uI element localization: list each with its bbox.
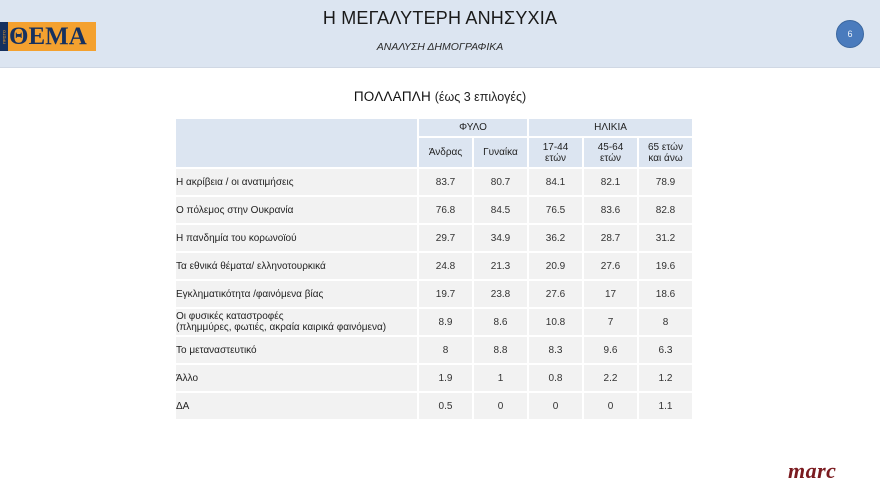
page-number-badge: 6 bbox=[836, 20, 864, 48]
value-cell: 21.3 bbox=[474, 253, 527, 279]
results-table bbox=[174, 117, 694, 421]
column-header-female: Γυναίκα bbox=[474, 138, 527, 167]
table-row bbox=[176, 309, 692, 335]
value-cell: 84.5 bbox=[474, 197, 527, 223]
value-cell: 8.9 bbox=[419, 309, 472, 335]
value-cell: 0 bbox=[584, 393, 637, 419]
column-header-age-45-64: 45-64 ετών bbox=[584, 138, 637, 167]
value-cell: 83.6 bbox=[584, 197, 637, 223]
row-label: Οι φυσικές καταστροφές (πλημμύρες, φωτιές, ακραία καιρικά φαινόμενα) bbox=[176, 309, 417, 335]
column-header-age-17-44: 17-44 ετών bbox=[529, 138, 582, 167]
value-cell: 82.1 bbox=[584, 169, 637, 195]
value-cell: 2.2 bbox=[584, 365, 637, 391]
value-cell: 0 bbox=[474, 393, 527, 419]
value-cell: 82.8 bbox=[639, 197, 692, 223]
value-cell: 8 bbox=[419, 337, 472, 363]
value-cell: 27.6 bbox=[584, 253, 637, 279]
value-cell: 0.8 bbox=[529, 365, 582, 391]
section-title-note: (έως 3 επιλογές) bbox=[434, 90, 527, 104]
value-cell: 10.8 bbox=[529, 309, 582, 335]
slide-subtitle: ΑΝΑΛΥΣΗ ΔΗΜΟΓΡΑΦΙΚΑ bbox=[376, 41, 504, 53]
value-cell: 0 bbox=[529, 393, 582, 419]
value-cell: 1.9 bbox=[419, 365, 472, 391]
column-header-age-65plus: 65 ετών και άνω bbox=[639, 138, 692, 167]
row-label: Άλλο bbox=[176, 365, 417, 391]
value-cell: 76.5 bbox=[529, 197, 582, 223]
value-cell: 36.2 bbox=[529, 225, 582, 251]
table-row bbox=[176, 337, 692, 363]
section-title bbox=[0, 89, 880, 104]
value-cell: 20.9 bbox=[529, 253, 582, 279]
value-cell: 19.6 bbox=[639, 253, 692, 279]
value-cell: 83.7 bbox=[419, 169, 472, 195]
value-cell: 78.9 bbox=[639, 169, 692, 195]
column-header-male: Άνδρας bbox=[419, 138, 472, 167]
value-cell: 0.5 bbox=[419, 393, 472, 419]
value-cell: 18.6 bbox=[639, 281, 692, 307]
value-cell: 17 bbox=[584, 281, 637, 307]
header-group-age: ΗΛΙΚΙΑ bbox=[529, 119, 692, 136]
row-label: Εγκληματικότητα /φαινόμενα βίας bbox=[176, 281, 417, 307]
value-cell: 80.7 bbox=[474, 169, 527, 195]
header-group-gender: ΦΥΛΟ bbox=[419, 119, 527, 136]
row-label: Το μεταναστευτικό bbox=[176, 337, 417, 363]
value-cell: 9.6 bbox=[584, 337, 637, 363]
row-label: Τα εθνικά θέματα/ ελληνοτουρκικά bbox=[176, 253, 417, 279]
logo-text: ΘΕΜΑ bbox=[9, 23, 87, 50]
value-cell: 29.7 bbox=[419, 225, 472, 251]
value-cell: 8.6 bbox=[474, 309, 527, 335]
value-cell: 24.8 bbox=[419, 253, 472, 279]
value-cell: 23.8 bbox=[474, 281, 527, 307]
value-cell: 84.1 bbox=[529, 169, 582, 195]
table-row bbox=[176, 225, 692, 251]
value-cell: 8.8 bbox=[474, 337, 527, 363]
table-row bbox=[176, 365, 692, 391]
value-cell: 1.2 bbox=[639, 365, 692, 391]
marc-logo: marc bbox=[788, 458, 837, 483]
table-row bbox=[176, 169, 692, 195]
row-label: Ο πόλεμος στην Ουκρανία bbox=[176, 197, 417, 223]
value-cell: 1 bbox=[474, 365, 527, 391]
value-cell: 76.8 bbox=[419, 197, 472, 223]
row-label: Η ακρίβεια / οι ανατιμήσεις bbox=[176, 169, 417, 195]
value-cell: 31.2 bbox=[639, 225, 692, 251]
header-blank-cell bbox=[176, 119, 417, 167]
row-label: ΔΑ bbox=[176, 393, 417, 419]
row-label: Η πανδημία του κορωνοϊού bbox=[176, 225, 417, 251]
value-cell: 6.3 bbox=[639, 337, 692, 363]
value-cell: 34.9 bbox=[474, 225, 527, 251]
logo-prefix: ΠΡΩΤΟ bbox=[0, 22, 8, 51]
section-title-main: ΠΟΛΛΑΠΛΗ bbox=[353, 89, 431, 104]
value-cell: 7 bbox=[584, 309, 637, 335]
value-cell: 8 bbox=[639, 309, 692, 335]
value-cell: 27.6 bbox=[529, 281, 582, 307]
value-cell: 8.3 bbox=[529, 337, 582, 363]
table-row bbox=[176, 197, 692, 223]
value-cell: 28.7 bbox=[584, 225, 637, 251]
value-cell: 1.1 bbox=[639, 393, 692, 419]
table-row bbox=[176, 281, 692, 307]
table-row bbox=[176, 253, 692, 279]
table-row bbox=[176, 393, 692, 419]
value-cell: 19.7 bbox=[419, 281, 472, 307]
slide-title: Η ΜΕΓΑΛΥΤΕΡΗ ΑΝΗΣΥΧΙΑ bbox=[322, 8, 558, 28]
